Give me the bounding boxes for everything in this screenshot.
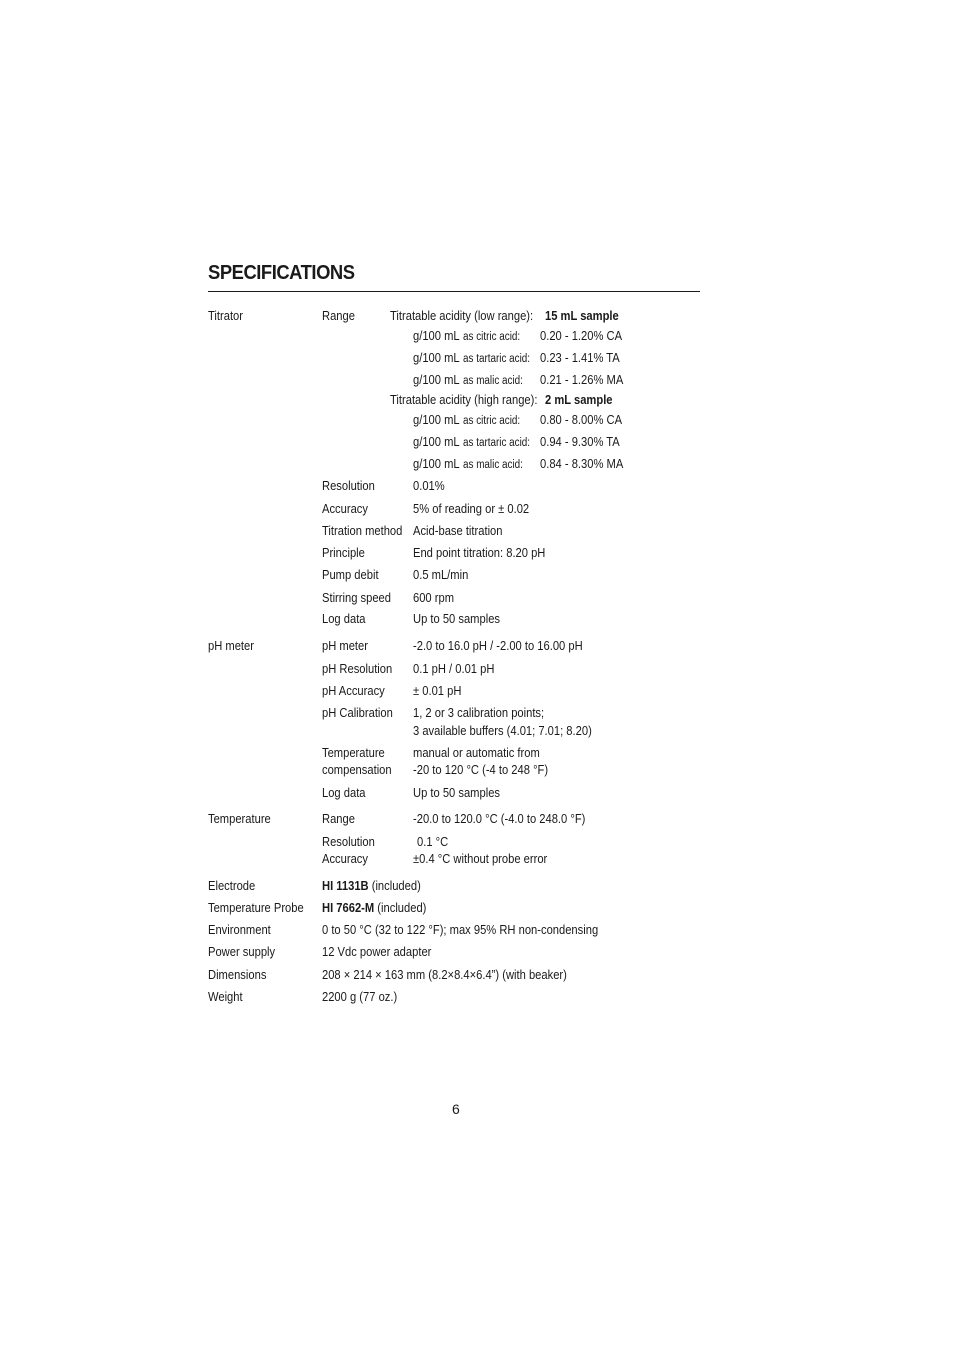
section-label-titrator: Titrator bbox=[208, 308, 244, 323]
page-title: SPECIFICATIONS bbox=[208, 262, 355, 284]
high-citric-unit: g/100 mL bbox=[413, 412, 460, 427]
title-rule bbox=[208, 291, 700, 292]
general-label-dimensions: Dimensions bbox=[208, 967, 267, 982]
low-range-header: Titratable acidity (low range): bbox=[390, 308, 534, 323]
row-label-principle: Principle bbox=[322, 545, 365, 560]
probe-note: (included) bbox=[374, 900, 427, 915]
general-value-temperature-probe bbox=[322, 900, 426, 916]
high-malic-as: as malic acid: bbox=[463, 459, 523, 471]
high-range-header: Titratable acidity (high range): bbox=[390, 392, 538, 407]
section-label-ph-meter: pH meter bbox=[208, 638, 254, 653]
general-label-weight: Weight bbox=[208, 989, 243, 1004]
row-label-ph-resolution: pH Resolution bbox=[322, 661, 393, 676]
row-value-accuracy: 5% of reading or ± 0.02 bbox=[413, 501, 530, 516]
row-value-ph-log-data: Up to 50 samples bbox=[413, 785, 501, 800]
row-value-ph-calibration-line2: 3 available buffers (4.01; 7.01; 8.20) bbox=[413, 723, 592, 738]
high-tartaric-as: as tartaric acid: bbox=[463, 437, 531, 449]
row-value-principle: End point titration: 8.20 pH bbox=[413, 545, 546, 560]
electrode-code: HI 1131B bbox=[322, 878, 369, 893]
row-label-accuracy: Accuracy bbox=[322, 501, 368, 516]
probe-code: HI 7662-M bbox=[322, 900, 375, 915]
low-tartaric-value: 0.23 - 1.41% TA bbox=[540, 350, 620, 365]
high-citric-value: 0.80 - 8.00% CA bbox=[540, 412, 623, 427]
general-label-power-supply: Power supply bbox=[208, 944, 276, 959]
row-label-ph-meter: pH meter bbox=[322, 638, 368, 653]
electrode-note: (included) bbox=[368, 878, 421, 893]
low-tartaric-as: as tartaric acid: bbox=[463, 353, 531, 365]
row-value-temp-resolution: 0.1 °C bbox=[417, 834, 449, 849]
row-label-range: Range bbox=[322, 308, 355, 323]
row-value-stirring-speed: 600 rpm bbox=[413, 590, 455, 605]
general-label-electrode: Electrode bbox=[208, 878, 256, 893]
row-label-temp-accuracy: Accuracy bbox=[322, 851, 368, 866]
high-range-sample: 2 mL sample bbox=[545, 392, 613, 407]
row-label-ph-calibration: pH Calibration bbox=[322, 705, 393, 720]
row-value-ph-resolution: 0.1 pH / 0.01 pH bbox=[413, 661, 495, 676]
general-value-electrode bbox=[322, 878, 421, 894]
row-value-pump-debit: 0.5 mL/min bbox=[413, 567, 469, 582]
row-label-titration-method: Titration method bbox=[322, 523, 403, 538]
row-label-resolution: Resolution bbox=[322, 478, 375, 493]
row-label-temp-resolution: Resolution bbox=[322, 834, 375, 849]
high-tartaric-unit: g/100 mL bbox=[413, 434, 460, 449]
low-citric-value: 0.20 - 1.20% CA bbox=[540, 328, 623, 343]
row-label-stirring-speed: Stirring speed bbox=[322, 590, 391, 605]
row-label-ph-log-data: Log data bbox=[322, 785, 366, 800]
row-value-log-data: Up to 50 samples bbox=[413, 611, 501, 626]
row-label-temperature-compensation: Temperature bbox=[322, 745, 385, 760]
low-tartaric-unit: g/100 mL bbox=[413, 350, 460, 365]
general-value-environment: 0 to 50 °C (32 to 122 °F); max 95% RH non-condensing bbox=[322, 922, 599, 937]
low-citric-unit: g/100 mL bbox=[413, 328, 460, 343]
general-label-temperature-probe: Temperature Probe bbox=[208, 900, 304, 915]
general-value-dimensions: 208 × 214 × 163 mm (8.2×8.4×6.4”) (with beaker) bbox=[322, 967, 567, 982]
high-tartaric-value: 0.94 - 9.30% TA bbox=[540, 434, 620, 449]
low-range-sample: 15 mL sample bbox=[545, 308, 619, 323]
section-label-temperature: Temperature bbox=[208, 811, 271, 826]
row-label-temperature-compensation-line2: compensation bbox=[322, 762, 392, 777]
row-label-pump-debit: Pump debit bbox=[322, 567, 379, 582]
row-value-ph-calibration: 1, 2 or 3 calibration points; bbox=[413, 705, 545, 720]
row-value-temp-range: -20.0 to 120.0 °C (-4.0 to 248.0 °F) bbox=[413, 811, 586, 826]
low-malic-as: as malic acid: bbox=[463, 375, 523, 387]
page-number: 6 bbox=[452, 1101, 460, 1117]
row-value-temperature-compensation-line2: -20 to 120 °C (-4 to 248 °F) bbox=[413, 762, 549, 777]
row-value-ph-accuracy: ± 0.01 pH bbox=[413, 683, 462, 698]
general-label-environment: Environment bbox=[208, 922, 271, 937]
low-malic-value: 0.21 - 1.26% MA bbox=[540, 372, 624, 387]
row-value-titration-method: Acid-base titration bbox=[413, 523, 503, 538]
low-malic-unit: g/100 mL bbox=[413, 372, 460, 387]
row-label-ph-accuracy: pH Accuracy bbox=[322, 683, 385, 698]
row-label-log-data: Log data bbox=[322, 611, 366, 626]
high-citric-as: as citric acid: bbox=[463, 415, 521, 427]
row-value-ph-meter: -2.0 to 16.0 pH / -2.00 to 16.00 pH bbox=[413, 638, 583, 653]
row-value-temperature-compensation: manual or automatic from bbox=[413, 745, 540, 760]
general-value-weight: 2200 g (77 oz.) bbox=[322, 989, 398, 1004]
row-value-temp-accuracy: ±0.4 °C without probe error bbox=[413, 851, 548, 866]
low-citric-as: as citric acid: bbox=[463, 331, 521, 343]
high-malic-value: 0.84 - 8.30% MA bbox=[540, 456, 624, 471]
high-malic-unit: g/100 mL bbox=[413, 456, 460, 471]
general-value-power-supply: 12 Vdc power adapter bbox=[322, 944, 432, 959]
row-value-resolution: 0.01% bbox=[413, 478, 445, 493]
row-label-temp-range: Range bbox=[322, 811, 355, 826]
